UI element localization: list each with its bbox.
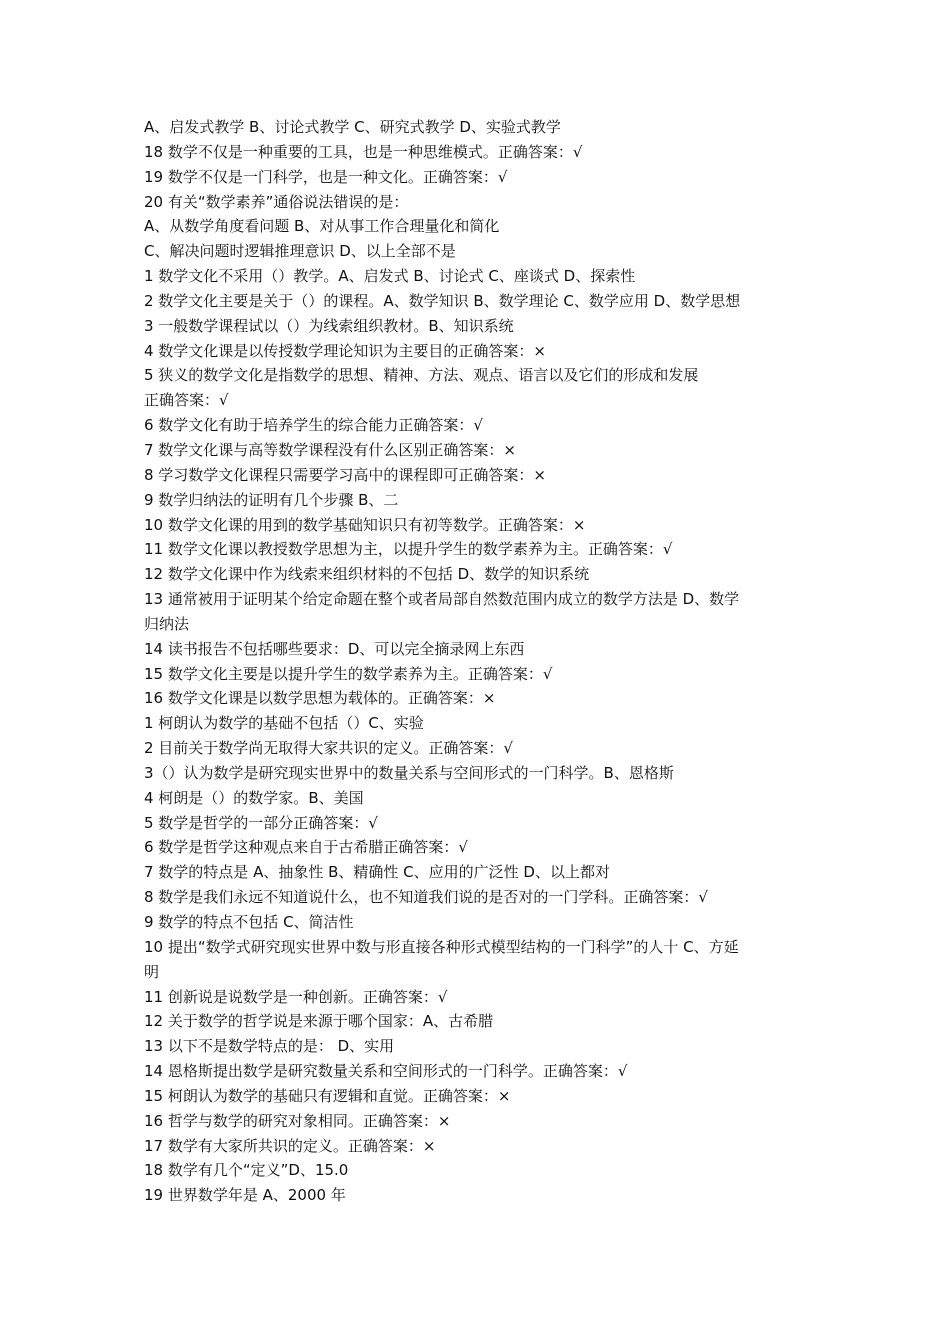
- text-line: 18 数学不仅是一种重要的工具，也是一种思维模式。正确答案：√: [144, 142, 583, 161]
- text-line: 10 数学文化课的用到的数学基础知识只有初等数学。正确答案：×: [144, 515, 586, 534]
- text-line: 18 数学有几个“定义”D、15.0: [144, 1161, 349, 1180]
- text-line: 3（）认为数学是研究现实世界中的数量关系与空间形式的一门科学。B、恩格斯: [144, 763, 674, 782]
- text-line: 15 柯朗认为数学的基础只有逻辑和直觉。正确答案：×: [144, 1086, 511, 1105]
- text-line: 11 创新说是说数学是一种创新。正确答案：√: [144, 987, 448, 1006]
- text-line: 12 关于数学的哲学说是来源于哪个国家：A、古希腊: [144, 1012, 494, 1031]
- text-line: 10 提出“数学式研究现实世界中数与形直接各种形式模型结构的一门科学”的人十 C、方延: [144, 937, 739, 956]
- text-line: 16 数学文化课是以数学思想为载体的。正确答案：×: [144, 689, 496, 708]
- text-line: 13 以下不是数学特点的是： D、实用: [144, 1037, 395, 1056]
- text-line: 归纳法: [144, 614, 190, 633]
- text-line: C、解决问题时逻辑推理意识 D、以上全部不是: [144, 242, 456, 261]
- text-line: 6 数学是哲学这种观点来自于古希腊正确答案：√: [144, 838, 468, 857]
- text-line: 8 学习数学文化课程只需要学习高中的课程即可正确答案：×: [144, 465, 546, 484]
- text-line: 6 数学文化有助于培养学生的综合能力正确答案：√: [144, 416, 483, 435]
- text-line: 2 数学文化主要是关于（）的课程。A、数学知识 B、数学理论 C、数学应用 D、数学思想: [144, 291, 741, 310]
- text-line: 13 通常被用于证明某个给定命题在整个或者局部自然数范围内成立的数学方法是 D、数学: [144, 590, 740, 609]
- text-line: 4 柯朗是（）的数学家。B、美国: [144, 788, 364, 807]
- text-line: 7 数学的特点是 A、抽象性 B、精确性 C、应用的广泛性 D、以上都对: [144, 863, 610, 882]
- text-line: 19 数学不仅是一门科学，也是一种文化。正确答案：√: [144, 167, 508, 186]
- text-line: 11 数学文化课以教授数学思想为主，以提升学生的数学素养为主。正确答案：√: [144, 540, 673, 559]
- text-line: A、从数学角度看问题 B、对从事工作合理量化和简化: [144, 217, 500, 236]
- text-line: 7 数学文化课与高等数学课程没有什么区别正确答案：×: [144, 440, 516, 459]
- text-line: 9 数学的特点不包括 C、简洁性: [144, 913, 354, 931]
- text-line: 12 数学文化课中作为线索来组织材料的不包括 D、数学的知识系统: [144, 565, 590, 584]
- text-line: 1 柯朗认为数学的基础不包括（）C、实验: [144, 714, 424, 733]
- text-line: 17 数学有大家所共识的定义。正确答案：×: [144, 1136, 436, 1155]
- text-line: 14 读书报告不包括哪些要求：D、可以完全摘录网上东西: [144, 639, 525, 658]
- text-line: 9 数学归纳法的证明有几个步骤 B、二: [144, 490, 399, 509]
- text-line: 19 世界数学年是 A、2000 年: [144, 1186, 346, 1205]
- text-line: 16 哲学与数学的研究对象相同。正确答案：×: [144, 1111, 451, 1130]
- text-line: 8 数学是我们永远不知道说什么，也不知道我们说的是否对的一门学科。正确答案：√: [144, 888, 708, 907]
- text-line: 2 目前关于数学尚无取得大家共识的定义。正确答案：√: [144, 739, 513, 758]
- document-body: [144, 115, 814, 1208]
- text-line: 20 有关“数学素养”通俗说法错误的是：: [144, 192, 409, 211]
- text-line: 正确答案：√: [144, 391, 229, 410]
- text-line: 4 数学文化课是以传授数学理论知识为主要目的正确答案：×: [144, 341, 546, 360]
- text-line: A、启发式教学 B、讨论式教学 C、研究式教学 D、实验式教学: [144, 118, 561, 136]
- text-line: 1 数学文化不采用（）教学。A、启发式 B、讨论式 C、座谈式 D、探索性: [144, 267, 636, 286]
- text-line: 5 数学是哲学的一部分正确答案：√: [144, 813, 378, 832]
- text-line: 5 狭义的数学文化是指数学的思想、精神、方法、观点、语言以及它们的形成和发展: [144, 366, 699, 385]
- text-line: 明: [144, 962, 160, 981]
- text-line: 3 一般数学课程试以（）为线索组织教材。B、知识系统: [144, 316, 514, 335]
- text-line: 15 数学文化主要是以提升学生的数学素养为主。正确答案：√: [144, 664, 553, 683]
- text-line: 14 恩格斯提出数学是研究数量关系和空间形式的一门科学。正确答案：√: [144, 1062, 628, 1081]
